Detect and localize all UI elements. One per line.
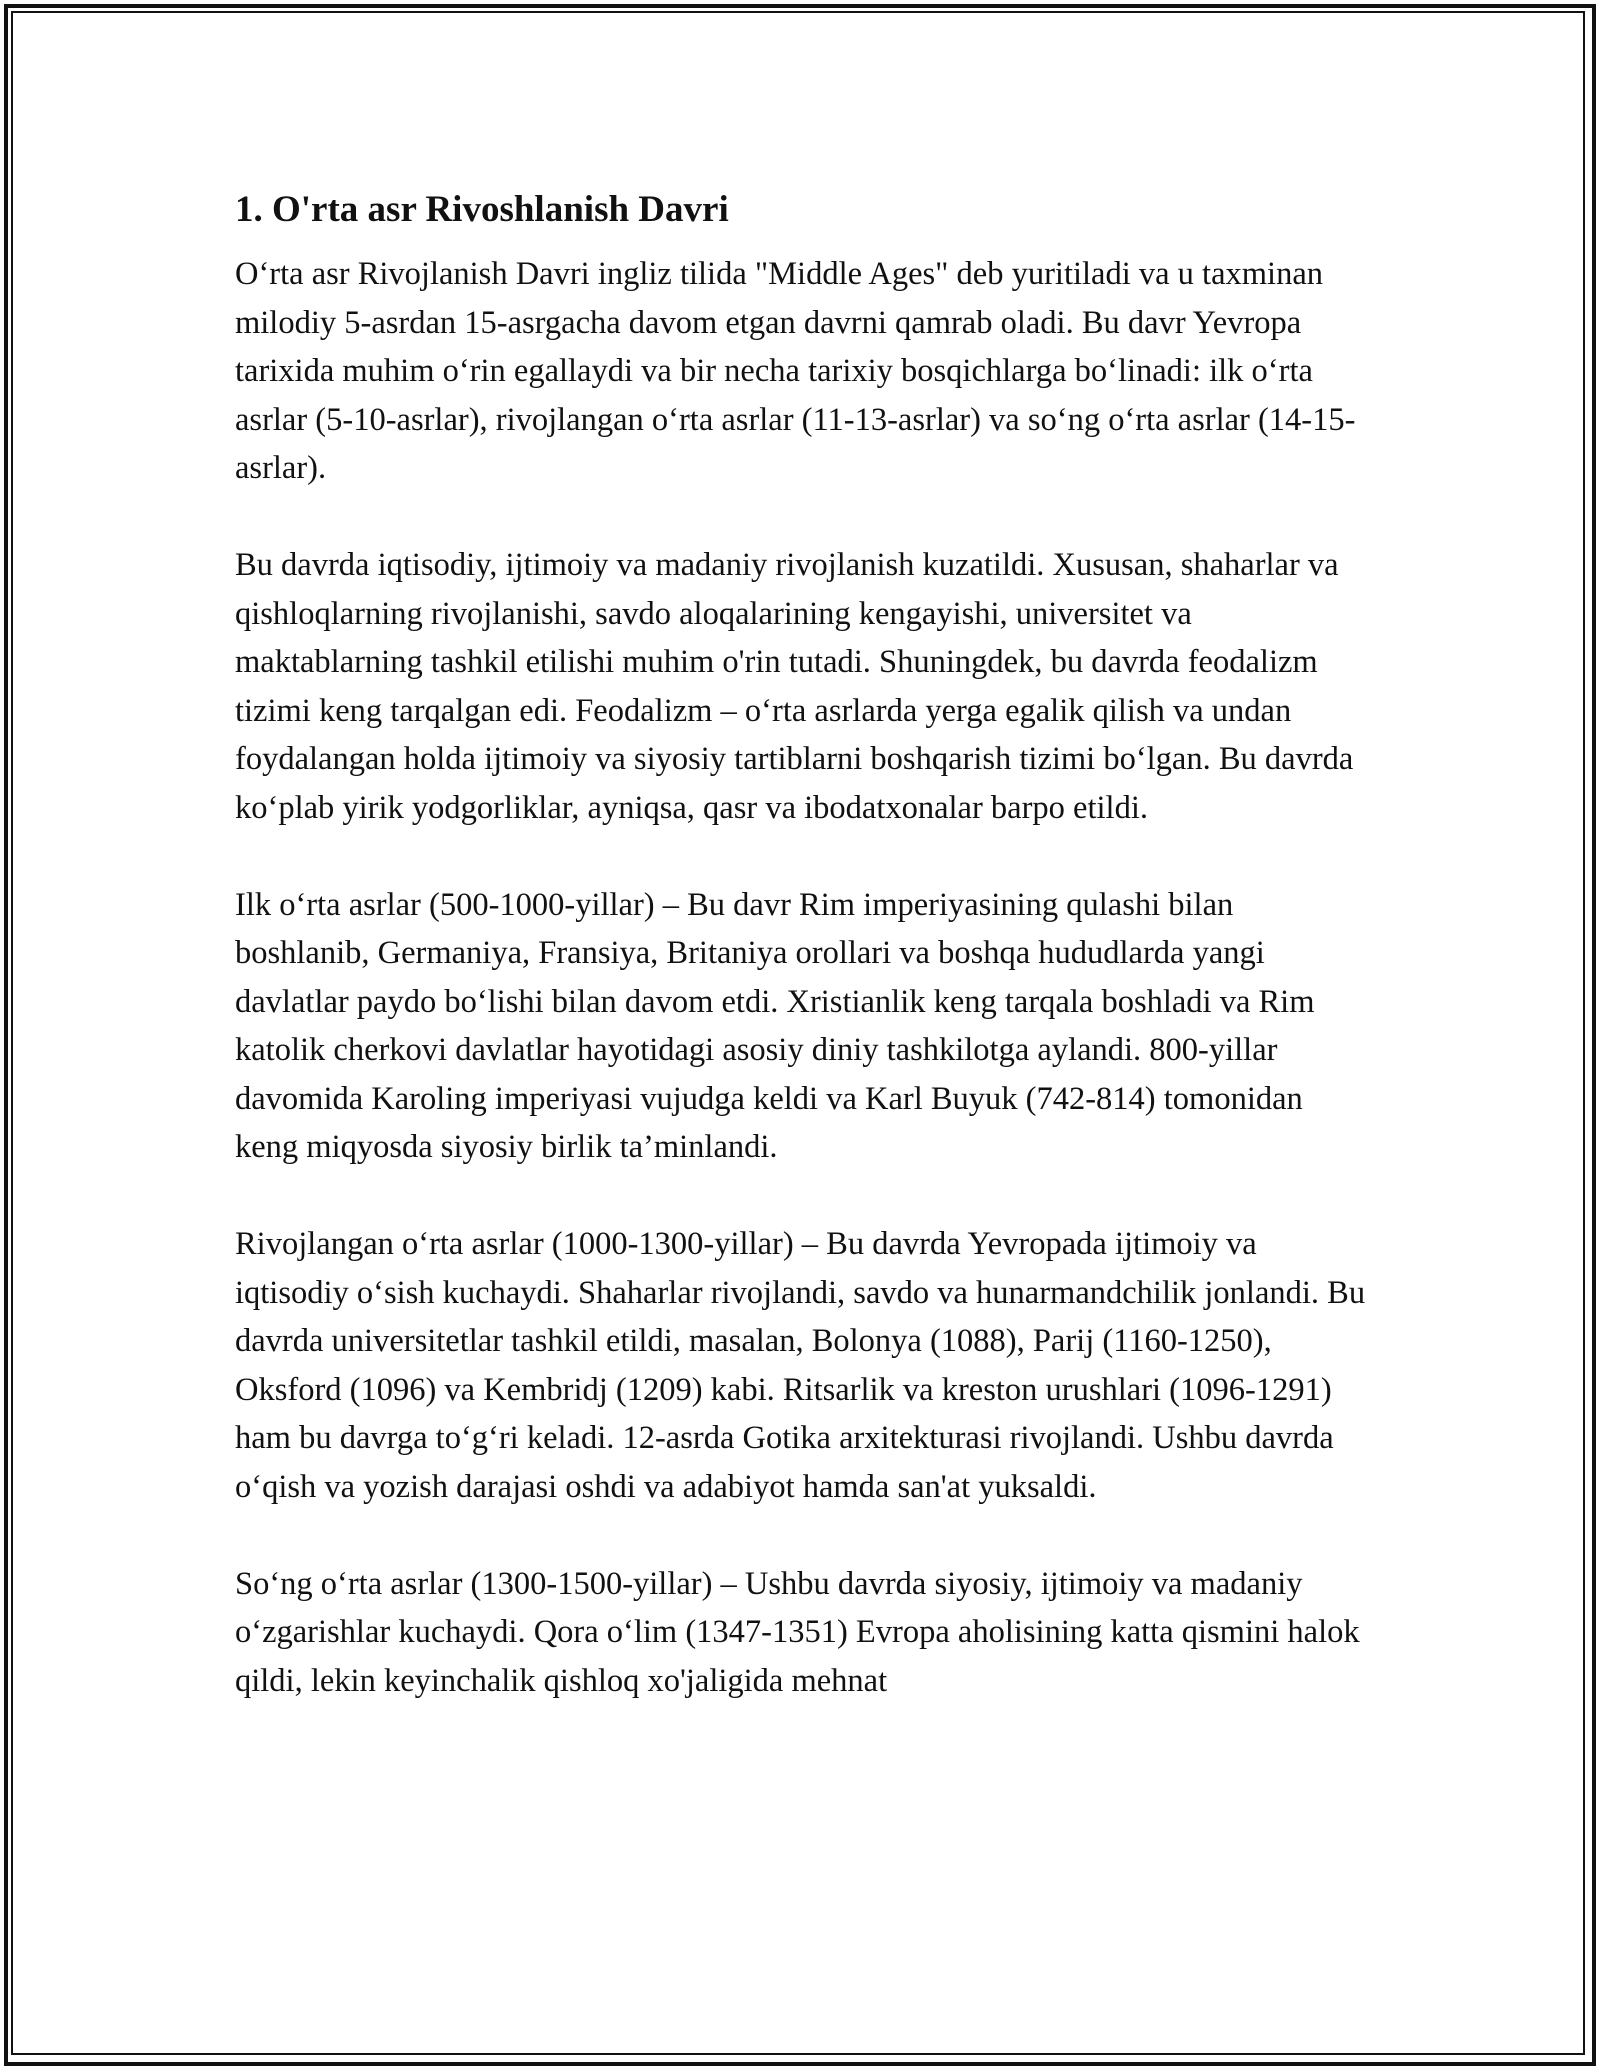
paragraph-development: Bu davrda iqtisodiy, ijtimoiy va madaniy rivojlanish kuzatildi. Xususan, shaharlar va qishloqlarning rivojlanishi, savdo aloqalarining kengayishi, universitet va maktablarning tashkil etilishi muhim o'rin tutadi. Shuningdek, bu davrda feodalizm tizimi keng tarqalgan edi. Feodalizm – o‘rta asrlarda yerga egalik qilish va undan foydalangan holda ijtimoiy va siyosiy tartiblarni boshqarish tizimi bo‘lgan. Bu davrda ko‘plab yirik yodgorliklar, ayniqsa, qasr va ibodatxonalar barpo etildi.	[235, 547, 1354, 826]
paragraph-high-middle-ages: Rivojlangan o‘rta asrlar (1000-1300-yillar) – Bu davrda Yevropada ijtimoiy va iqtisodiy o‘sish kuchaydi. Shaharlar rivojlandi, savdo va hunarmandchilik jonlandi. Bu davrda universitetlar tashkil etildi, masalan, Bolonya (1088), Parij (1160-1250), Oksford (1096) va Kembridj (1209) kabi. Ritsarlik va kreston urushlari (1096-1291) ham bu davrga to‘g‘ri keladi. 12-asrda Gotika arxitekturasi rivojlandi. Ushbu davrda o‘qish va yozish darajasi oshdi va adabiyot hamda san'at yuksaldi.	[235, 1226, 1366, 1505]
section-heading: 1. O'rta asr Rivoshlanish Davri	[235, 189, 729, 230]
paragraph-late-middle-ages: So‘ng o‘rta asrlar (1300-1500-yillar) – Ushbu davrda siyosiy, ijtimoiy va madaniy o‘zgarishlar kuchaydi. Qora o‘lim (1347-1351) Evropa aholisining katta qismini halok qildi, lekin keyinchalik qishloq xo'jaligida mehnat	[235, 1565, 1360, 1699]
document-body	[235, 186, 1370, 1754]
paragraph-early-middle-ages: Ilk o‘rta asrlar (500-1000-yillar) – Bu davr Rim imperiyasining qulashi bilan boshlanib, Germaniya, Fransiya, Britaniya orollari va boshqa hududlarda yangi davlatlar paydo bo‘lishi bilan davom etdi. Xristianlik keng tarqala boshladi va Rim katolik cherkovi davlatlar hayotidagi asosiy diniy tashkilotga aylandi. 800-yillar davomida Karoling imperiyasi vujudga keldi va Karl Buyuk (742-814) tomonidan keng miqyosda siyosiy birlik ta’minlandi.	[235, 886, 1315, 1165]
paragraph-intro: O‘rta asr Rivojlanish Davri ingliz tilida "Middle Ages" deb yuritiladi va u taxminan milodiy 5-asrdan 15-asrgacha davom etgan davrni qamrab oladi. Bu davr Yevropa tarixida muhim o‘rin egallaydi va bir necha tarixiy bosqichlarga bo‘linadi: ilk o‘rta asrlar (5-10-asrlar), rivojlangan o‘rta asrlar (11-13-asrlar) va so‘ng o‘rta asrlar (14-15-asrlar).	[235, 256, 1356, 486]
